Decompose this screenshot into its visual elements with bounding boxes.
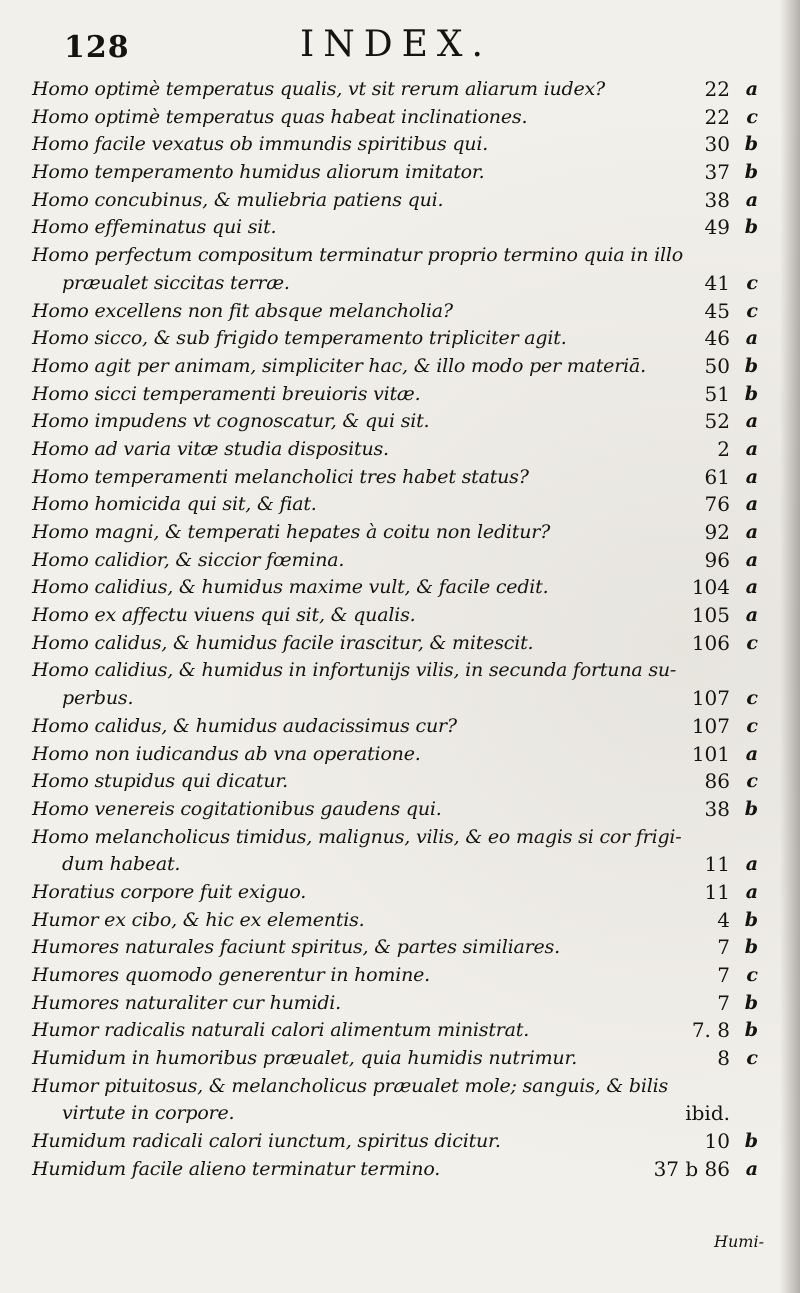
entry-page-reference: 51 [704, 381, 730, 406]
entry-column-letter: a [745, 742, 758, 765]
entry-page-reference: 107 [691, 713, 730, 738]
index-entry [0, 1017, 800, 1045]
entry-text: præualet siccitas terræ. [62, 271, 290, 294]
entry-page-reference: 50 [704, 353, 730, 378]
entry-column-letter: a [745, 493, 758, 516]
index-entry [0, 990, 800, 1018]
entry-column-letter: b [744, 216, 758, 239]
index-entry [0, 408, 800, 436]
index-entry-continuation [0, 685, 800, 713]
entry-page-reference: 4 [717, 907, 730, 932]
index-entry [0, 934, 800, 962]
index-entry [0, 353, 800, 381]
entry-text: Homo venereis cogitationibus gaudens qui. [32, 797, 442, 820]
entry-page-reference: 86 [704, 769, 730, 794]
entry-text: Homo perfectum compositum terminatur proprio termino quia in illo [32, 244, 684, 267]
entry-column-letter: a [745, 521, 758, 543]
index-entry [0, 436, 800, 464]
entry-column-letter: a [745, 880, 758, 903]
entry-page-reference: 7 [717, 990, 730, 1015]
entry-column-letter: b [744, 133, 758, 156]
entry-text: Homo magni, & temperati hepates à coitu non leditur? [32, 521, 551, 543]
entry-text: Humidum in humoribus præualet, quia humidis nutrimur. [32, 1047, 578, 1070]
entry-text: Humor ex cibo, & hic ex elementis. [32, 908, 365, 931]
entry-text: Homo homicida qui sit, & fiat. [32, 493, 317, 516]
entry-text: Homo calidius, & humidus in infortunijs vilis, in secunda fortuna su- [32, 659, 677, 682]
entry-page-reference: ibid. [685, 1101, 730, 1126]
entry-column-letter: a [745, 604, 758, 627]
entry-text: Homo stupidus qui dicatur. [32, 770, 288, 793]
index-entry [0, 76, 800, 104]
entry-text: Humidum radicali calori iunctum, spiritus dicitur. [32, 1130, 501, 1153]
index-entry [0, 187, 800, 215]
index-entry [0, 824, 800, 852]
entry-text: Homo temperamenti melancholici tres habet status? [32, 465, 529, 488]
entry-page-reference: 37 [704, 160, 730, 185]
entry-page-reference: 101 [691, 741, 730, 766]
entry-text: Homo agit per animam, simpliciter hac, & illo modo per materiā. [32, 354, 646, 377]
entry-page-reference: 76 [704, 492, 730, 517]
index-entry [0, 464, 800, 492]
entry-text: Homo calidior, & siccior fœmina. [32, 548, 345, 571]
entry-text: Homo calidus, & humidus facile irascitur, & mitescit. [32, 631, 534, 654]
index-entry [0, 574, 800, 602]
entry-column-letter: b [744, 936, 758, 959]
entry-column-letter: a [745, 1157, 758, 1180]
index-entries [0, 76, 800, 1184]
entry-column-letter: c [746, 299, 758, 322]
entry-page-reference: 107 [691, 686, 730, 711]
entry-page-reference: 11 [704, 879, 730, 904]
entry-text: Homo temperamento humidus aliorum imitator. [32, 161, 485, 184]
entry-page-reference: 45 [704, 298, 730, 323]
index-entry [0, 907, 800, 935]
index-entry [0, 1073, 800, 1101]
entry-text: Homo excellens non fit absque melancholia? [32, 299, 453, 322]
index-entry [0, 1128, 800, 1156]
entry-page-reference: 106 [691, 630, 730, 655]
entry-column-letter: c [746, 687, 758, 710]
entry-text: Homo melancholicus timidus, malignus, vilis, & eo magis si cor frigi- [32, 825, 682, 848]
index-entry [0, 602, 800, 630]
entry-page-reference: 22 [704, 104, 730, 129]
entry-text: Homo concubinus, & muliebria patiens qui. [32, 188, 444, 211]
page-header [0, 22, 800, 68]
entry-page-reference: 10 [704, 1129, 730, 1154]
page-number: 128 [64, 30, 130, 65]
entry-column-letter: b [744, 1019, 758, 1042]
entry-page-reference: 96 [704, 547, 730, 572]
index-entry [0, 741, 800, 769]
entry-column-letter: c [746, 271, 758, 294]
entry-column-letter: c [746, 770, 758, 793]
entry-page-reference: 30 [704, 132, 730, 157]
entry-page-reference: 2 [717, 436, 730, 461]
entry-text: Homo ad varia vitæ studia dispositus. [32, 437, 389, 460]
entry-text: Homo ex affectu viuens qui sit, & qualis. [32, 604, 416, 627]
entry-page-reference: 38 [704, 796, 730, 821]
index-entry [0, 242, 800, 270]
entry-page-reference: 7 [717, 935, 730, 960]
entry-page-reference: 61 [704, 464, 730, 489]
catchword: Humi- [714, 1232, 764, 1251]
index-entry [0, 159, 800, 187]
entry-page-reference: 92 [704, 520, 730, 544]
index-entry-continuation [0, 1100, 800, 1128]
index-entry [0, 1045, 800, 1073]
index-entry [0, 962, 800, 990]
index-entry [0, 491, 800, 519]
entry-page-reference: 105 [691, 603, 730, 628]
entry-column-letter: b [744, 382, 758, 405]
entry-column-letter: a [745, 188, 758, 211]
entry-text: Homo calidus, & humidus audacissimus cur? [32, 714, 457, 737]
index-entry [0, 879, 800, 907]
index-entry [0, 214, 800, 242]
index-entry [0, 796, 800, 824]
entry-column-letter: a [745, 437, 758, 460]
index-entry [0, 1156, 800, 1184]
entry-text: Homo effeminatus qui sit. [32, 216, 277, 239]
entry-column-letter: c [746, 1047, 758, 1070]
entry-column-letter: a [745, 327, 758, 350]
entry-text: Humidum facile alieno terminatur termino. [32, 1157, 441, 1180]
entry-column-letter: a [745, 465, 758, 488]
index-entry [0, 547, 800, 575]
entry-column-letter: a [745, 853, 758, 876]
entry-column-letter: b [744, 354, 758, 377]
page-title: INDEX. [300, 24, 492, 65]
entry-page-reference: 8 [717, 1046, 730, 1071]
entry-column-letter: c [746, 964, 758, 986]
entry-text: Homo sicco, & sub frigido temperamento tripliciter agit. [32, 327, 567, 350]
entry-page-reference: 7 [717, 963, 730, 987]
entry-text: Homo non iudicandus ab vna operatione. [32, 742, 421, 765]
entry-text: Homo calidius, & humidus maxime vult, & facile cedit. [32, 576, 549, 599]
entry-text: Humor radicalis naturali calori alimentum ministrat. [32, 1019, 530, 1042]
entry-column-letter: c [746, 631, 758, 654]
entry-text: dum habeat. [62, 853, 181, 876]
entry-column-letter: b [744, 991, 758, 1014]
entry-column-letter: b [744, 797, 758, 820]
entry-text: Homo facile vexatus ob immundis spiritibus qui. [32, 133, 489, 156]
entry-page-reference: 22 [704, 77, 730, 101]
entry-page-reference: 46 [704, 326, 730, 351]
index-entry [0, 657, 800, 685]
entry-text: Humores naturaliter cur humidi. [32, 991, 342, 1014]
index-entry [0, 131, 800, 159]
index-entry [0, 713, 800, 741]
entry-text: Humores naturales faciunt spiritus, & partes similiares. [32, 936, 560, 959]
entry-column-letter: a [745, 410, 758, 433]
index-entry [0, 630, 800, 658]
entry-page-reference: 11 [704, 852, 730, 877]
entry-page-reference: 7. 8 [691, 1018, 730, 1043]
entry-text: perbus. [62, 687, 134, 710]
index-entry [0, 298, 800, 326]
index-entry [0, 325, 800, 353]
entry-page-reference: 41 [704, 270, 730, 295]
index-entry-continuation [0, 851, 800, 879]
entry-text: virtute in corpore. [62, 1102, 235, 1125]
index-entry [0, 381, 800, 409]
entry-column-letter: b [744, 161, 758, 184]
entry-page-reference: 38 [704, 187, 730, 212]
entry-text: Humor pituitosus, & melancholicus præualet mole; sanguis, & bilis [32, 1074, 669, 1097]
entry-page-reference: 37 b 86 [653, 1156, 730, 1181]
entry-column-letter: c [746, 714, 758, 737]
index-entry [0, 104, 800, 132]
entry-text: Horatius corpore fuit exiguo. [32, 880, 307, 903]
entry-text: Homo sicci temperamenti breuioris vitæ. [32, 382, 421, 405]
entry-text: Humores quomodo generentur in homine. [32, 964, 431, 986]
entry-page-reference: 52 [704, 409, 730, 434]
entry-column-letter: b [744, 908, 758, 931]
entry-text: Homo impudens vt cognoscatur, & qui sit. [32, 410, 430, 433]
entry-column-letter: b [744, 1130, 758, 1153]
entry-column-letter: a [745, 78, 758, 100]
index-entry [0, 519, 800, 547]
index-entry [0, 768, 800, 796]
entry-text: Homo optimè temperatus qualis, vt sit rerum aliarum iudex? [32, 78, 606, 100]
entry-column-letter: a [745, 576, 758, 599]
entry-page-reference: 49 [704, 215, 730, 240]
entry-column-letter: a [745, 548, 758, 571]
entry-column-letter: c [746, 105, 758, 128]
entry-page-reference: 104 [691, 575, 730, 600]
entry-text: Homo optimè temperatus quas habeat inclinationes. [32, 105, 528, 128]
index-entry-continuation [0, 270, 800, 298]
